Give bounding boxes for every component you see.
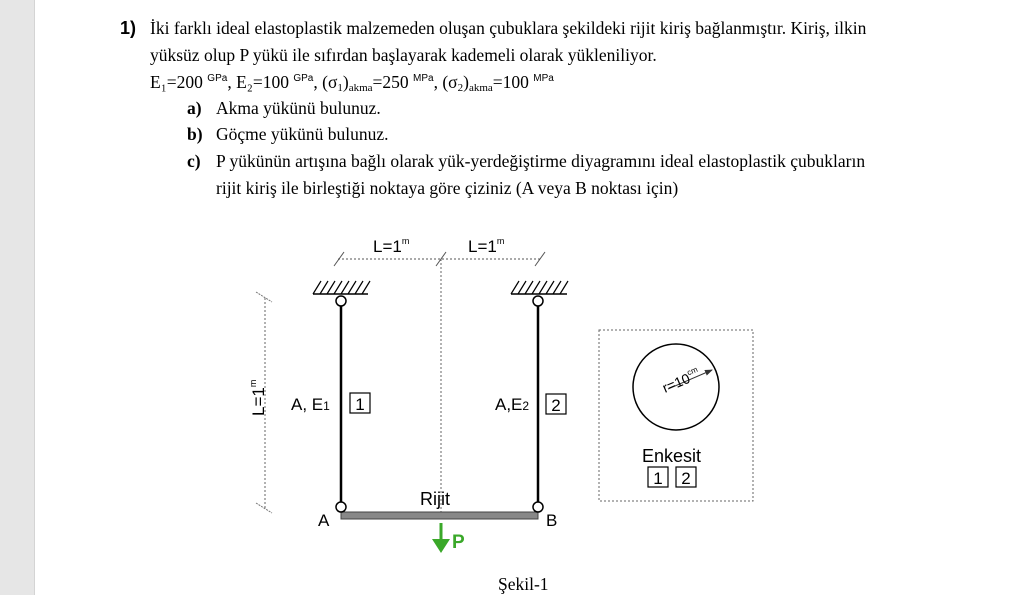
item-c-text: P yükünün artışına bağlı olarak yük-yerdeğiştirme diyagramını ideal elastoplastik çubukların <box>216 151 866 171</box>
sigma1-value: =250 <box>372 72 409 92</box>
dim-vertical-label: $L=1^m$ <box>248 379 268 416</box>
top-right-pin <box>533 296 543 306</box>
right-fixed-support <box>511 281 568 294</box>
item-b-letter: b) <box>187 124 203 144</box>
sigma2-close: ) <box>463 72 469 92</box>
sigma1-open: , (σ <box>313 72 338 92</box>
question-number: 1) <box>120 18 137 38</box>
point-a-label: A <box>318 511 330 530</box>
sigma1-index: 1 <box>337 82 343 94</box>
load-arrow-icon <box>432 523 450 553</box>
bar1-number: 1 <box>355 395 365 414</box>
item-a-text: Akma yükünü bulunuz. <box>216 98 381 118</box>
point-b-label: B <box>546 511 558 530</box>
bar1-label: A, E1 <box>291 395 330 414</box>
rigid-beam <box>341 512 538 519</box>
question-text-line2: yüksüz olup P yükü ile sıfırdan başlayarak kademeli olarak yükleniliyor. <box>150 45 657 65</box>
left-fixed-support <box>313 281 370 294</box>
section-num2: 2 <box>681 469 691 488</box>
sigma1-close: ) <box>342 72 349 92</box>
item-b-text: Göçme yükünü bulunuz. <box>216 124 389 144</box>
section-num1: 1 <box>653 469 663 488</box>
item-c-continuation: rijit kiriş ile birleştiği noktaya göre çiziniz (A veya B noktası için) <box>216 178 679 198</box>
item-a-letter: a) <box>187 98 202 118</box>
bar2-label: A,E2 <box>495 395 530 414</box>
top-left-pin <box>336 296 346 306</box>
point-a-pin <box>336 502 346 512</box>
dim-right-label: $L=1^m$ <box>468 236 505 256</box>
radius-label: $r=10^{cm}$ <box>659 364 700 396</box>
figure-caption: Şekil-1 <box>498 574 549 594</box>
e2-unit: GPa <box>293 73 314 84</box>
sigma1-sub: akma <box>348 82 373 94</box>
sigma2-sub: akma <box>468 82 493 94</box>
sigma1-unit: MPa <box>413 73 434 84</box>
question-text-line1: İki farklı ideal elastoplastik malzemeden oluşan çubuklara şekildeki rijit kiriş bağlanmıştır. Kiriş, ilkin <box>150 18 867 38</box>
load-label: P <box>452 532 465 553</box>
sigma2-open: , (σ <box>433 72 458 92</box>
sigma2-unit: MPa <box>533 73 554 84</box>
e2-value: , E₂=100 <box>227 72 289 92</box>
horizontal-dimension <box>334 252 545 266</box>
bar2-number: 2 <box>551 396 561 415</box>
sigma2-value: =100 <box>492 72 529 92</box>
sigma2-index: 2 <box>457 82 464 94</box>
point-b-pin <box>533 502 543 512</box>
e1-unit: GPa <box>207 73 228 84</box>
item-c-letter: c) <box>187 151 201 171</box>
e1-value: E₁=200 <box>150 72 203 92</box>
beam-label: Rijit <box>420 489 450 509</box>
section-title: Enkesit <box>642 446 702 466</box>
dim-left-label: $L=1^m$ <box>373 236 410 256</box>
